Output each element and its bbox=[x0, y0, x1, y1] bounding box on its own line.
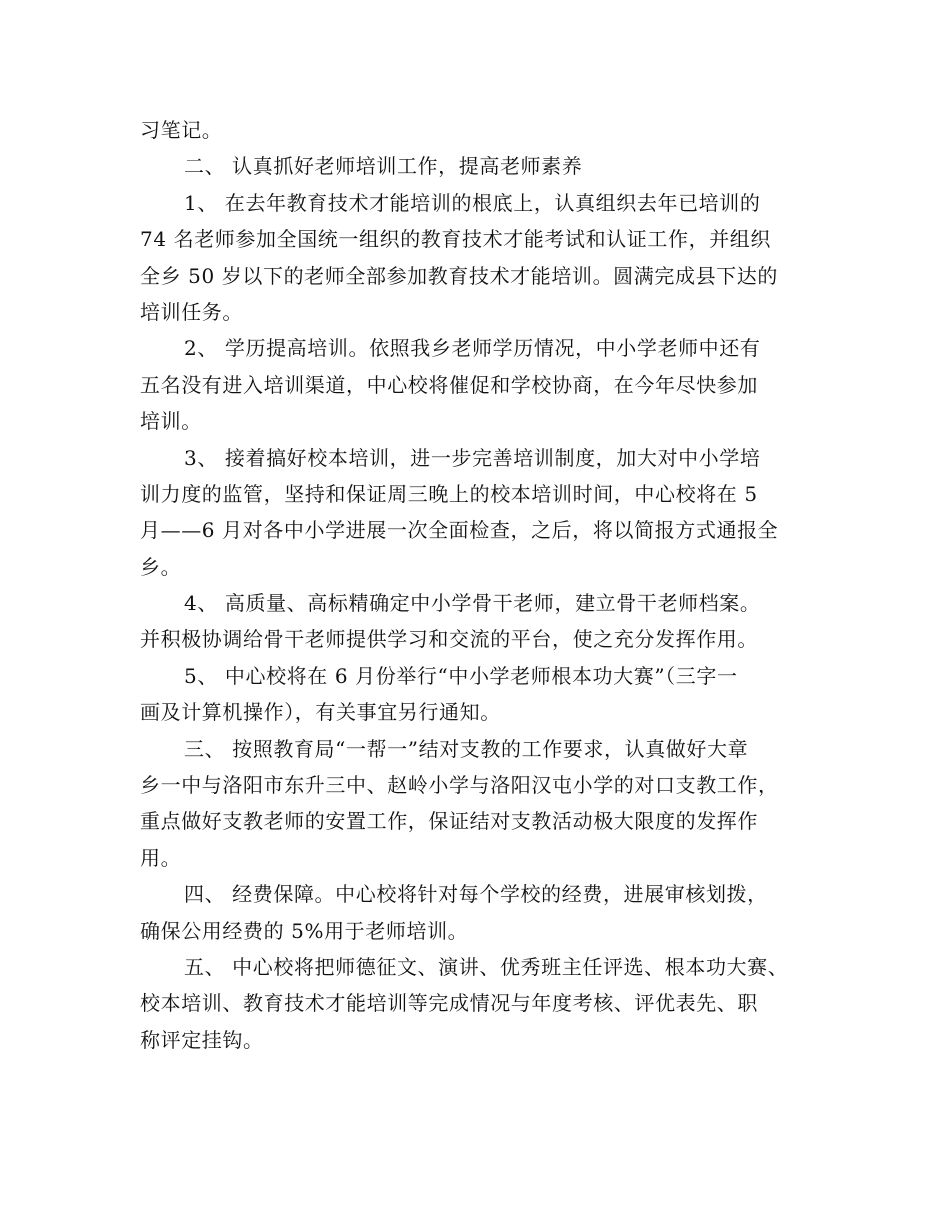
text-line: 并积极协调给骨干老师提供学习和交流的平台，使之充分发挥作用。 bbox=[140, 627, 758, 652]
text-line: 用。 bbox=[140, 845, 182, 870]
text-line: 2、 学历提高培训。依照我乡老师学历情况，中小学老师中还有 bbox=[184, 336, 761, 361]
text-line: 训力度的监管，坚持和保证周三晚上的校本培训时间，中心校将在 5 bbox=[140, 481, 758, 506]
text-line: 乡一中与洛阳市东升三中、赵岭小学与洛阳汉屯小学的对口支教工作， bbox=[140, 773, 779, 798]
text-line: 乡。 bbox=[140, 554, 182, 579]
text-line: 确保公用经费的 5%用于老师培训。 bbox=[140, 918, 469, 943]
text-line: 74 名老师参加全国统一组织的教育技术才能考试和认证工作，并组织 bbox=[140, 227, 772, 252]
text-line: 全乡 50 岁以下的老师全部参加教育技术才能培训。圆满完成县下达的 bbox=[140, 263, 778, 288]
text-line: 培训。 bbox=[140, 409, 202, 434]
text-line: 画及计算机操作），有关事宜另行通知。 bbox=[140, 700, 501, 725]
text-line: 月——6 月对各中小学进展一次全面检查，之后，将以简报方式通报全 bbox=[140, 518, 779, 543]
text-line: 二、 认真抓好老师培训工作，提高老师素养 bbox=[184, 154, 583, 179]
text-line: 4、 高质量、高标精确定中小学骨干老师，建立骨干老师档案。 bbox=[184, 591, 761, 616]
text-line: 1、 在去年教育技术才能培训的根底上，认真组织去年已培训的 bbox=[184, 190, 761, 215]
text-line: 称评定挂钩。 bbox=[140, 1027, 264, 1052]
text-line: 五、 中心校将把师德征文、演讲、优秀班主任评选、根本功大赛、 bbox=[184, 954, 789, 979]
text-line: 五名没有进入培训渠道，中心校将催促和学校协商，在今年尽快参加 bbox=[140, 372, 758, 397]
text-line: 校本培训、教育技术才能培训等完成情况与年度考核、评优表先、职 bbox=[140, 991, 758, 1016]
text-line: 重点做好支教老师的安置工作，保证结对支教活动极大限度的发挥作 bbox=[140, 809, 758, 834]
document-body bbox=[140, 112, 815, 1058]
text-line: 三、 按照教育局“一帮一”结对支教的工作要求，认真做好大章 bbox=[184, 736, 749, 761]
text-line: 四、 经费保障。中心校将针对每个学校的经费，进展审核划拨， bbox=[184, 882, 768, 907]
text-line: 习笔记。 bbox=[140, 118, 223, 142]
text-line: 5、 中心校将在 6 月份举行“中小学老师根本功大赛”（三字一 bbox=[184, 663, 738, 688]
text-line: 培训任务。 bbox=[140, 299, 243, 324]
text-line: 3、 接着搞好校本培训，进一步完善培训制度，加大对中小学培 bbox=[184, 445, 761, 470]
